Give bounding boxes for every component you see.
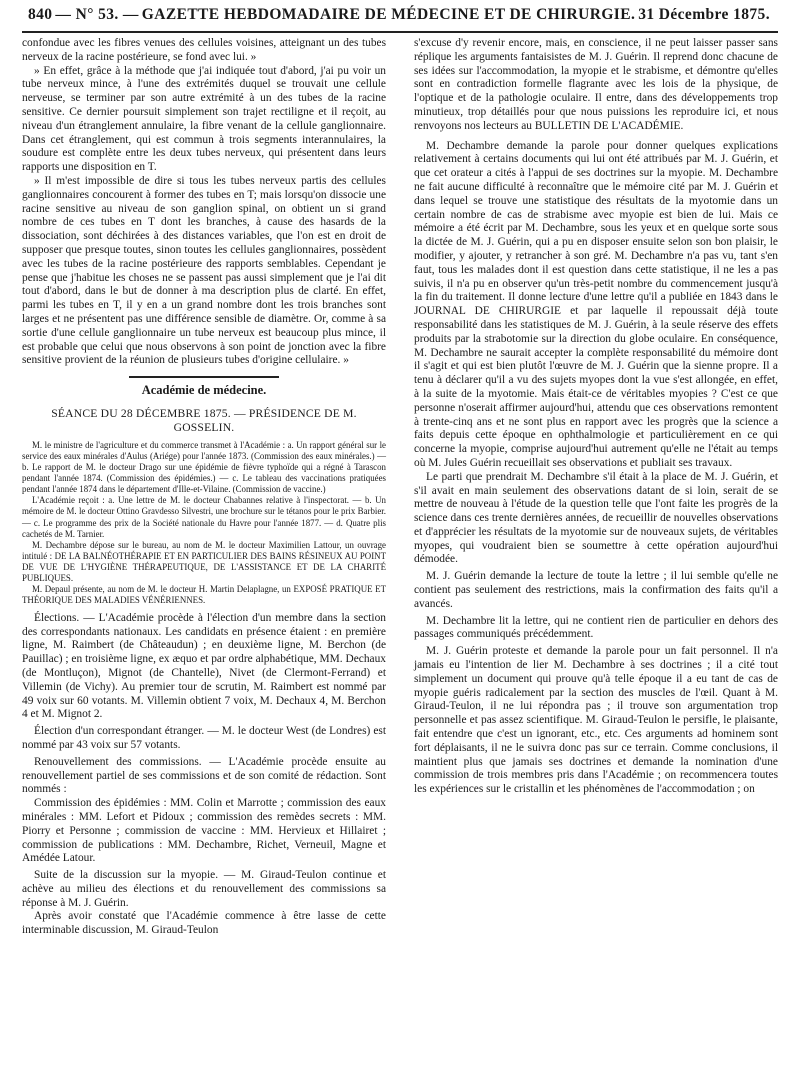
paragraph-elections: Élections. — L'Académie procède à l'élection d'un membre dans la section des correspondants nationaux. Les candidats en présence étaient : en première ligne, M. Raimbert (de Châteaudun) ; en deuxième ligne, M. Berchon (de Pauillac) ; en troisième ligne, ex æquo et par ordre alphabétique, MM. Dechaux (de Montluçon), Mignot (de Chantelle), Nivet (de Clermont-Ferrand) et Villemin (de Vichy). Au premier tour de scrutin, M. Raimbert est nommé par 49 voix sur 60 votants. M. Villemin obtient 7 voix, M. Dechaux 4, M. Berchon 4 et M. Mignot 2. xyxy=(22,611,386,721)
paragraph-commission-list: Commission des épidémies : MM. Colin et Marrotte ; commission des eaux minérales : MM. Lefort et Pidoux ; commission des remèdes secrets : MM. Piorry et Personne ; commission de vaccine : MM. Hervieux et Hillairet ; commission de publications : MM. Dechambre, Richet, Verneuil, Magne et Amédée Latour. xyxy=(22,797,386,865)
paragraph: Le parti que prendrait M. Dechambre s'il était à la place de M. J. Guérin, et s'il avait en main seulement des observations datant de si loin, serait de se mettre de nouveau à l'étude de la question telle que l'ont faite les progrès de la science dans ces trente dernières années, de recueillir de nouvelles observations et d'apprécier les résultats de la myotomie sur de nouveaux sujets, de véritables myopes, qui voudraient bien se soumettre à cette opération aujourd'hui démodée. xyxy=(414,470,778,566)
paragraph: M. J. Guérin demande la lecture de toute la lettre ; il lui semble qu'elle ne contient pas seulement des restrictions, mais la confirmation des faits qu'il a avancés. xyxy=(414,570,778,610)
page-header xyxy=(22,4,778,33)
correspondence-paragraph: L'Académie reçoit : a. Une lettre de M. le docteur Chabannes relative à l'inspectorat. — b. Un mémoire de M. le docteur Ottino Gravdesso Silvestri, une brochure sur le tétanos pour le prix Barbier. — c. Le programme des prix de la Société nationale du Havre pour l'année 1877. — d. Quatre plis cachetés de M. Tarnier. xyxy=(22,495,386,539)
session-heading: SÉANCE DU 28 DÉCEMBRE 1875. — PRÉSIDENCE DE M. GOSSELIN. xyxy=(51,407,357,435)
section-title: Académie de médecine. xyxy=(141,383,267,398)
section-divider xyxy=(129,376,279,378)
issue-date: 31 Décembre 1875. xyxy=(638,6,770,23)
paragraph: Après avoir constaté que l'Académie commence à être lasse de cette interminable discussion, M. Giraud-Teulon xyxy=(22,910,386,937)
right-column xyxy=(414,37,778,938)
paragraph: s'excuse d'y revenir encore, mais, en conscience, il ne peut laisser passer sans réplique les arguments fantaisistes de M. J. Guérin. Il reprend donc chacune de ses idées sur l'accommodation, la myopie et le strabisme, et démontre qu'elles sont en contradiction formelle flagrante avec les lois de la physique, de l'optique et de la pathologie oculaire. Il entre, dans des développements trop minutieux, trop détaillés pour que nous puissions les reproduire ici, et nous renvoyons nos lecteurs au BULLETIN DE L'ACADÉMIE. xyxy=(414,37,778,132)
correspondence-paragraph: M. Depaul présente, au nom de M. le docteur H. Martin Delaplagne, un EXPOSÉ PRATIQUE ET THÉORIQUE DES MALADIES VÉNÉRIENNES. xyxy=(22,583,386,605)
correspondence-paragraph: M. le ministre de l'agriculture et du commerce transmet à l'Académie : a. Un rapport général sur le service des eaux minérales d'Aulus (Ariége) pour l'année 1873. (Commission des eaux minérales.) — b. Le rapport de M. le docteur Drago sur une épidémie de fièvre typhoïde qui a régné à Tarascon pendant l'année 1874. (Commission des épidémies.) — c. Le tableau des vaccinations pratiquées pendant l'année 1874 dans le département d'Ille-et-Vilaine. (Commission de vaccine.) xyxy=(22,440,386,495)
correspondence-block xyxy=(22,440,386,605)
journal-title: GAZETTE HEBDOMADAIRE DE MÉDECINE ET DE CHIRURGIE. xyxy=(141,6,636,23)
paragraph-foreign-correspondent: Élection d'un correspondant étranger. — M. le docteur West (de Londres) est nommé par 43 voix sur 57 votants. xyxy=(22,725,386,751)
paragraph: confondue avec les fibres venues des cellules voisines, atteignant un des tubes nerveux de la racine postérieure, se fond avec lui. » xyxy=(22,37,386,63)
paragraph: M. Dechambre demande la parole pour donner quelques explications relativement à certains documents qui lui ont été attribués par M. J. Guérin, et que cet orateur a cités à l'appui de ses doctrines sur la myopie. M. Dechambre ne fait aucune difficulté à reconnaître que le mémoire cité par M. J. Guérin et dans lequel se trouve une statistique des résultats de la myotomie dans un certain nombre de cas de strabisme avec myopie est bien de lui. Mais ce mémoire a été écrit par M. Dechambre, sous les yeux et en quelque sorte sous la dictée de M. J. Guérin, qui a pu en disposer ensuite selon son bon plaisir, le modifier, y ajouter, y retrancher à son gré. M. Dechambre n'a pas vu, tant s'en faut, tous les malades dont il est question dans cette statistique, il ne les a pas suivis, il n'a pu en observer qu'un très-petit nombre du commencement jusqu'à la fin du traitement. Il donne lecture d'une lettre qu'il a publiée en 1843 dans le JOURNAL DE CHIRURGIE et par laquelle il repoussait déjà toute responsabilité dans les statistiques de M. J. Guérin, à la seule réserve des effets produits par la strabotomie sur la direction du globe oculaire. En conséquence, M. Dechambre ne saurait accepter la complète responsabilité du mémoire dont il s'agit et qui est bien plutôt l'œuvre de M. J. Guérin que la sienne propre. Il a tenu à déclarer qu'il a vu des sujets myopes dont la vue s'est allongée, en effet, à la suite de la myotomie. Mais était-ce de véritables myopies ? C'est ce que personne n'oserait affirmer aujourd'hui, attendu que ces observations remontent à trente-cinq ans et ne sont plus en rapport avec les progrès que la science a faits depuis cette époque en ophthalmologie et particulièrement en ce qui concerne la myopie, comprise aujourd'hui autrement qu'elle ne l'était au temps où M. Jules Guérin recueillait ses observations et publiait ses travaux. xyxy=(414,139,778,469)
paragraph-discussion: Suite de la discussion sur la myopie. — M. Giraud-Teulon continue et achève au milieu des élections et du renouvellement des commissions sa réponse à M. J. Guérin. xyxy=(22,869,386,909)
issue-number: — N° 53. — xyxy=(55,6,139,23)
paragraph: » En effet, grâce à la méthode que j'ai indiquée tout d'abord, j'ai pu voir un tube nerveux mince, à l'une des extrémités duquel se trouvait une cellule nerveuse, se terminer par son autre extrémité à un des tubes de la racine sensitive. Ce dernier poursuit simplement son trajet rectiligne et il reçoit, au niveau d'un étranglement annulaire, la fibre venant de la cellule ganglionnaire. Dans cet étranglement, qui est commun à trois segments interannulaires, la soudure est complète entre les deux tubes nerveux, qui présentent dans leurs rapports une disposition en T. xyxy=(22,64,386,174)
columns xyxy=(22,37,778,938)
paragraph: M. Dechambre lit la lettre, qui ne contient rien de particulier en dehors des passages communiqués précédemment. xyxy=(414,614,778,641)
paragraph: M. J. Guérin proteste et demande la parole pour un fait personnel. Il n'a jamais eu l'intention de lier M. Dechambre à ses doctrines ; il a cité tout simplement un document qui prouve qu'à telle époque il a eu tant de cas de myopie guéris radicalement par la section des muscles de l'œil. Quant à M. Giraud-Teulon, il ne lui répondra pas ; il trouve son argumentation trop personnelle et pas assez scientifique. M. Giraud-Teulon le persifle, le plaisante, fait entendre que c'est un ignorant, etc., etc. Ces arguments ad hominem sont fort déplaisants, il ne le suivra donc pas sur ce terrain. Comme conclusions, il maintient plus que jamais ses doctrines et demande la nomination d'une commission de trois membres pris dans l'Académie ; on recommencera toutes les expériences sur le cristallin et les phénomènes de l'accommodation ; on xyxy=(414,645,778,796)
correspondence-paragraph: M. Dechambre dépose sur le bureau, au nom de M. le docteur Maximilien Lattour, un ouvrage intitulé : DE LA BALNÉOTHÉRAPIE ET EN PARTICULIER DES BAINS RÉSINEUX AU POINT DE VUE DE L'HYGIÈNE THÉRAPEUTIQUE, DE L'ASSISTANCE ET DE LA CHARITÉ PUBLIQUES. xyxy=(22,539,386,583)
left-column xyxy=(22,37,386,938)
paragraph-commissions: Renouvellement des commissions. — L'Académie procède ensuite au renouvellement partiel de ses commissions et de son comité de rédaction. Sont nommés : xyxy=(22,755,386,796)
page-number: 840 xyxy=(28,6,53,23)
paragraph: » Il m'est impossible de dire si tous les tubes nerveux partis des cellules ganglionnaires concourent à former des tubes en T; mais lorsqu'on dissocie une racine sensitive au niveau de son ganglion spinal, on obtient un si grand nombre de ces tubes en T dont les branches, à cause des hasards de la dissociation, sont déchirées à des distances variables, que l'on est en droit de supposer que presque toutes, sinon toutes les cellules ganglionnaires, possèdent avec les tubes de la racine postérieure des rapports semblables. Cependant je pense que j'habitue les choses ne se passent pas aussi simplement que je l'ai dit tout d'abord, dans le but de donner à ma description plus de clarté. En effet, parmi les tubes en T, il y en a un grand nombre dont les trois branches sont larges et ne présentent pas une différence sensible de diamètre. Or, comme à sa sortie d'une cellule ganglionnaire un tube nerveux est beaucoup plus mince, il est probable que celui que nous observons à son point de jonction avec la fibre sensitive provient de la réunion de plusieurs tubes d'origine cellulaire. » xyxy=(22,174,386,367)
